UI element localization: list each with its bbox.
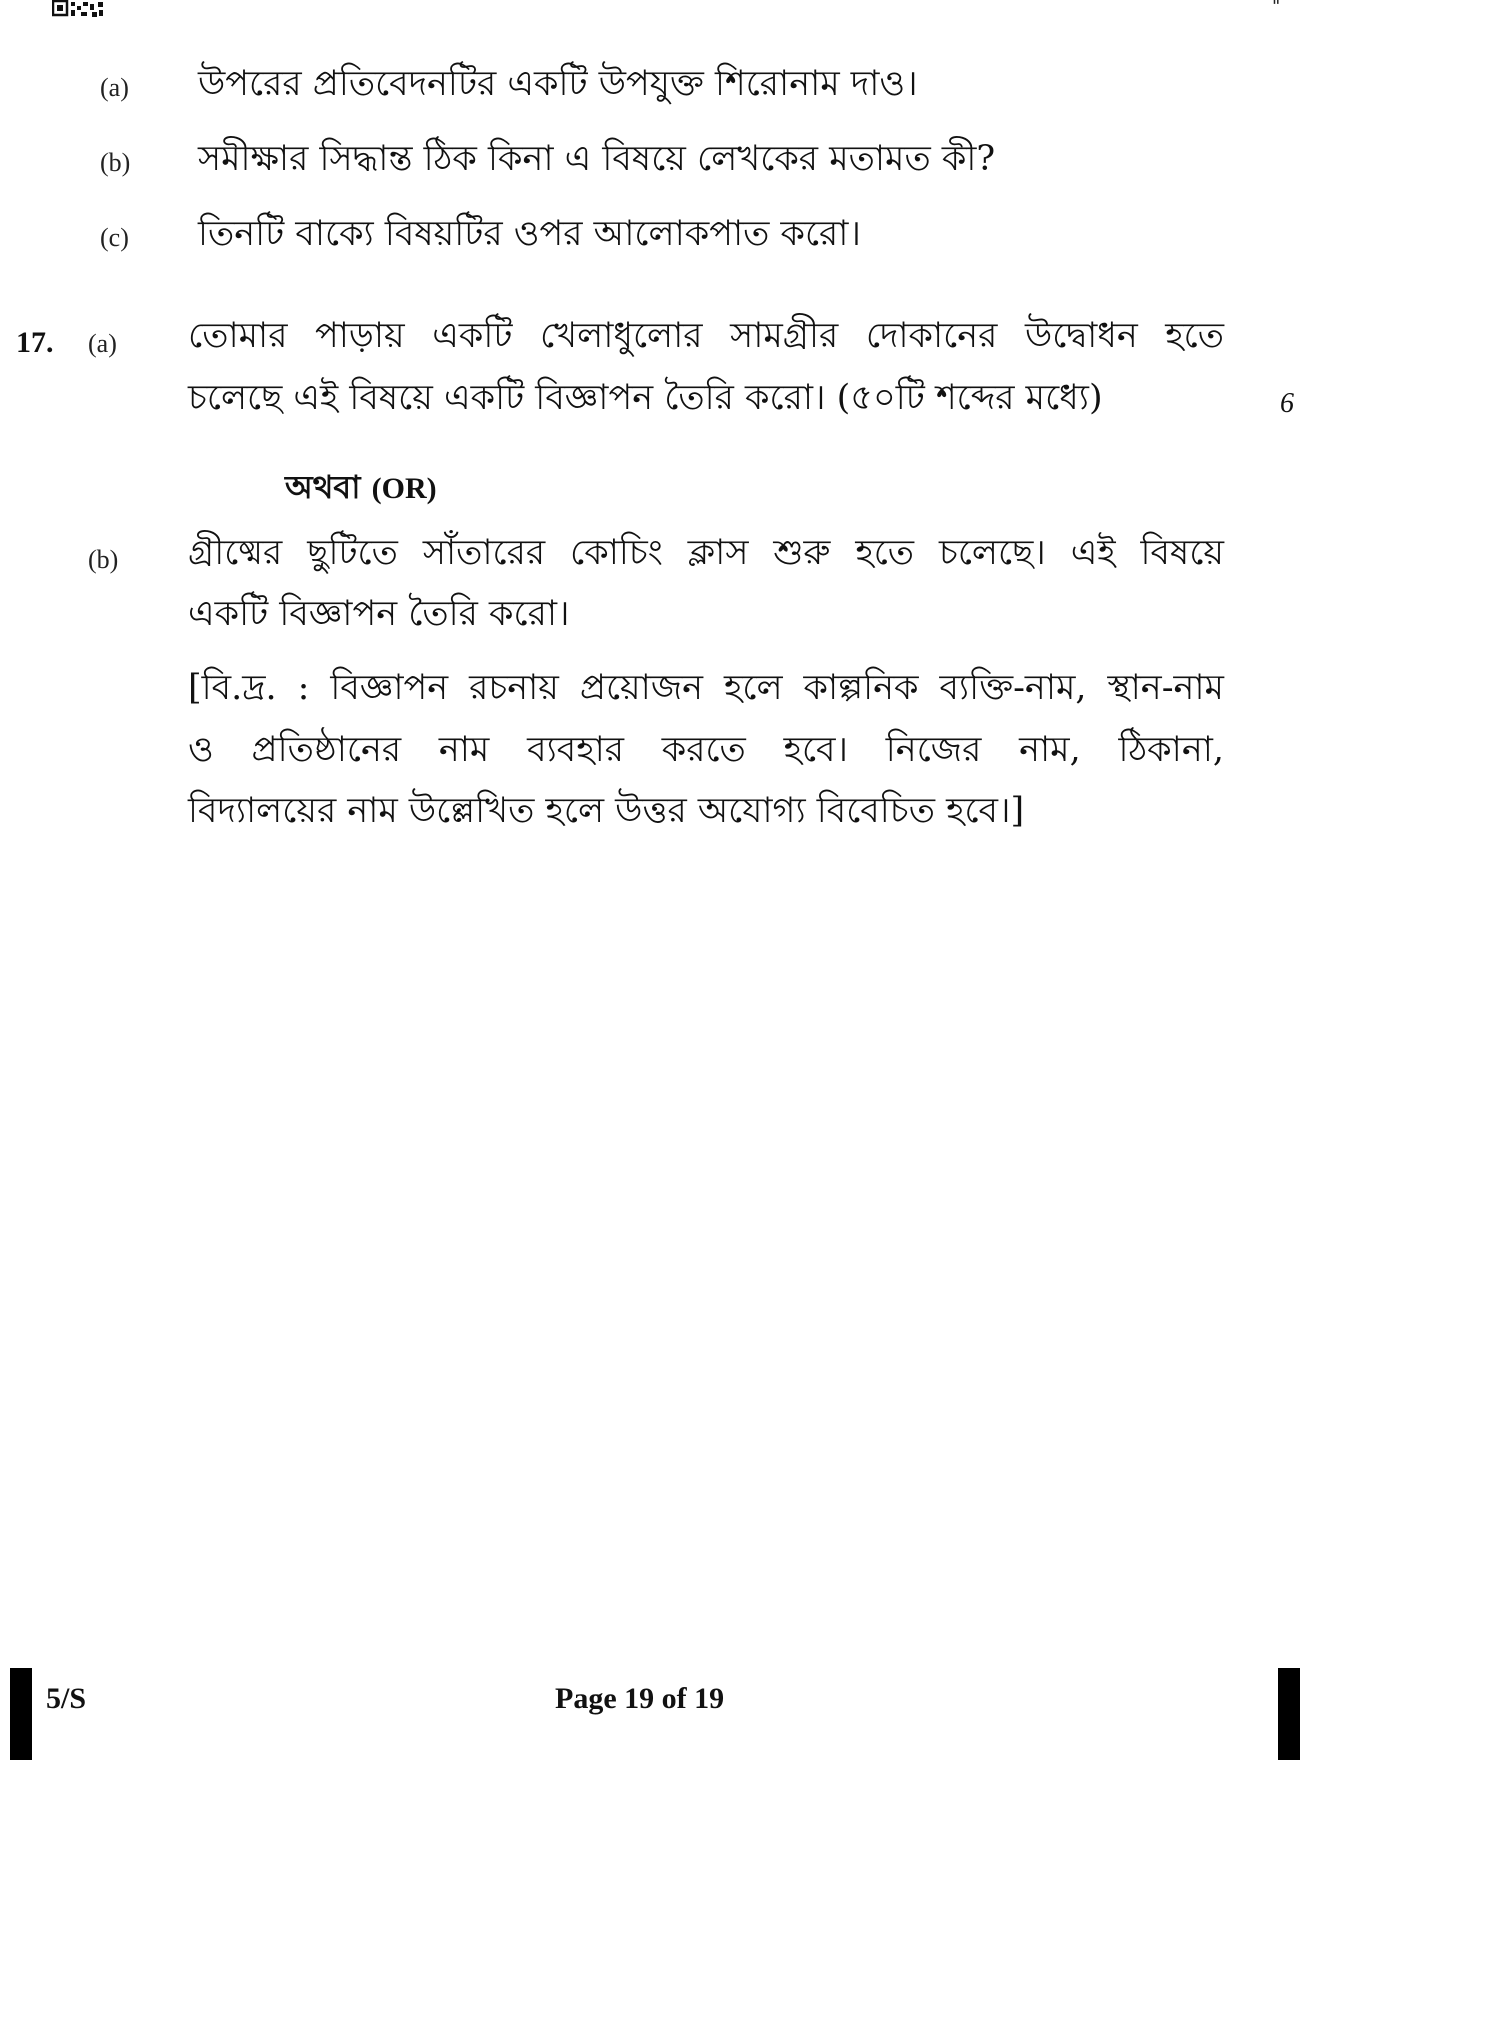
q17-a-label: (a) [88, 329, 117, 358]
or-english: (OR) [371, 472, 437, 505]
q16-a-label: (a) [100, 73, 129, 102]
q17-a-line2: চলেছে এই বিষয়ে একটি বিজ্ঞাপন তৈরি করো। (৫০টি শব্দের মধ্যে) [188, 378, 1103, 418]
paper-code: 5/S [46, 1682, 87, 1715]
footer-bar-left [10, 1668, 32, 1760]
q17-b-line2: একটি বিজ্ঞাপন তৈরি করো। [188, 594, 570, 634]
corner-mark: " [1272, 0, 1281, 17]
q17-marks: 6 [1280, 388, 1294, 419]
q17-a-line1: তোমার পাড়ায় একটি খেলাধুলোর সামগ্রীর দোকানের উদ্বোধন হতে [188, 316, 1224, 356]
or-bengali: অথবা [285, 468, 361, 506]
qr-code-icon [52, 0, 106, 20]
page-number: Page 19 of 19 [555, 1682, 725, 1715]
q16-c-label: (c) [100, 223, 129, 252]
q17-b-line1: গ্রীষ্মের ছুটিতে সাঁতারের কোচিং ক্লাস শুরু হতে চলেছে। এই বিষয়ে [188, 533, 1224, 573]
q17-b-label: (b) [88, 545, 119, 574]
question-number: 17. [16, 326, 54, 359]
or-divider [285, 462, 437, 516]
note-line3: বিদ্যালয়ের নাম উল্লেখিত হলে উত্তর অযোগ্য বিবেচিত হবে।] [188, 791, 1025, 831]
q16-b-label: (b) [100, 148, 131, 177]
footer-bar-right [1278, 1668, 1300, 1760]
note-line1: [বি.দ্র. : বিজ্ঞাপন রচনায় প্রয়োজন হলে কাল্পনিক ব্যক্তি-নাম, স্থান-নাম [188, 668, 1224, 708]
q16-b-text: সমীক্ষার সিদ্ধান্ত ঠিক কিনা এ বিষয়ে লেখকের মতামত কী? [198, 139, 996, 179]
note-line2: ও প্রতিষ্ঠানের নাম ব্যবহার করতে হবে। নিজের নাম, ঠিকানা, [188, 730, 1224, 770]
q16-c-text: তিনটি বাক্যে বিষয়টির ওপর আলোকপাত করো। [198, 214, 861, 254]
q16-a-text: উপরের প্রতিবেদনটির একটি উপযুক্ত শিরোনাম দাও। [198, 64, 918, 104]
